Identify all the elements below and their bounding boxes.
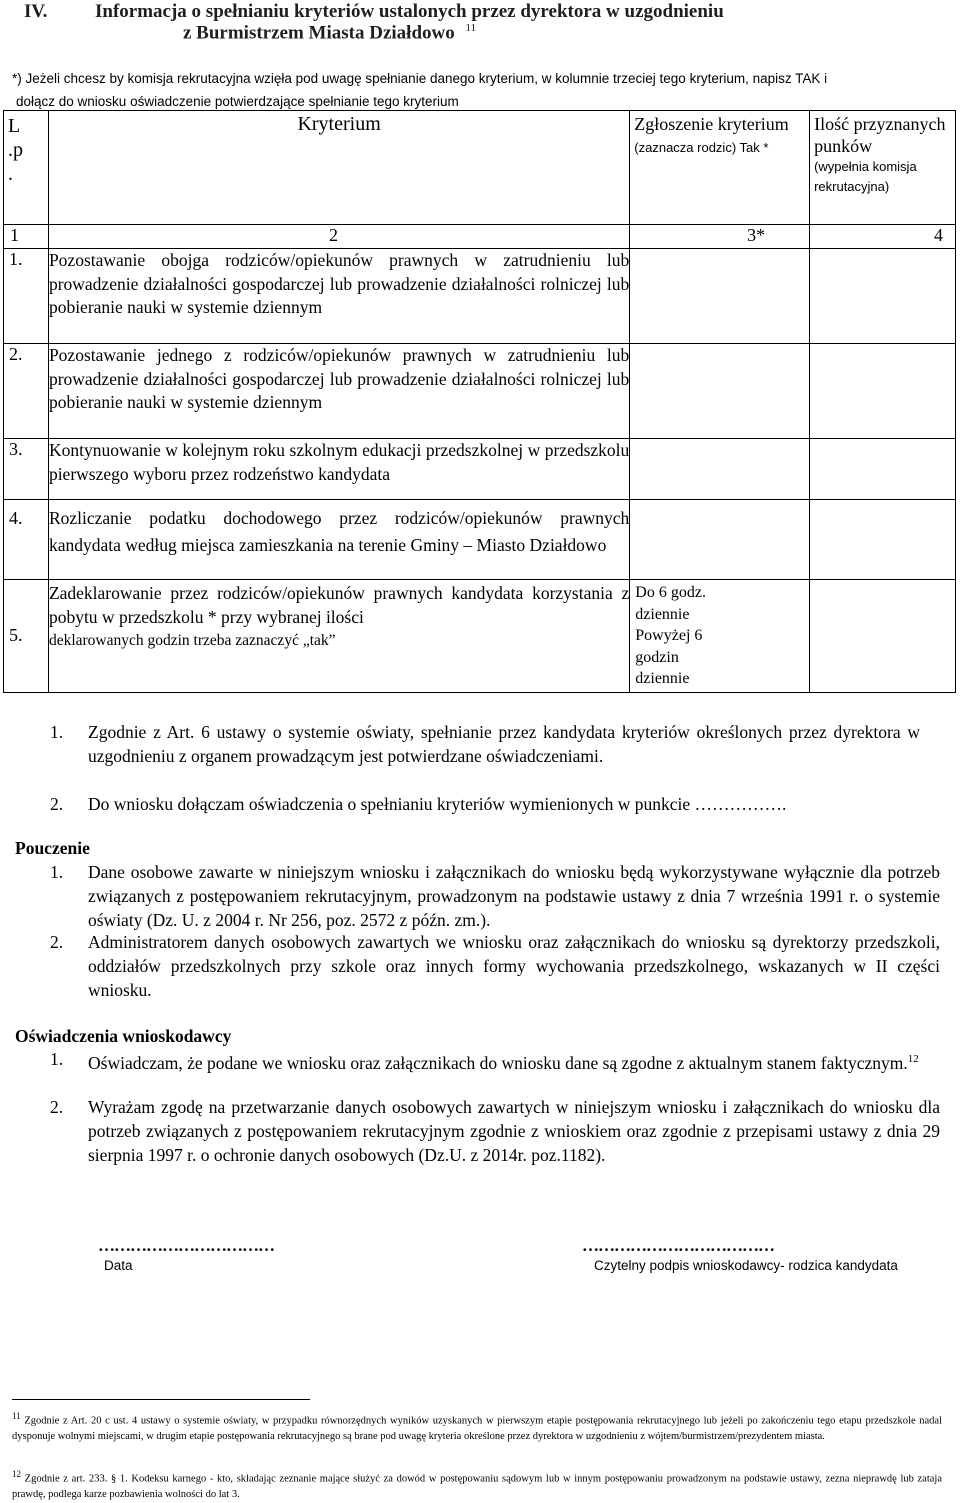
table-row	[4, 500, 956, 580]
footnote-12	[12, 1467, 942, 1503]
table-row	[4, 249, 956, 344]
row-declaration-cell[interactable]	[630, 249, 810, 344]
row-criterion: Kontynuowanie w kolejnym roku szkolnym edukacji przedszkolnej w przedszkolu pierwszego wyboru przez rodzeństwo kandydata	[48, 439, 629, 500]
hours-option-line: dziennie	[635, 605, 690, 623]
col-number-1: 1	[4, 225, 49, 249]
section-title-text: z Burmistrzem Miasta Działdowo	[183, 22, 455, 44]
row-number: 1.	[4, 249, 49, 344]
row-points-cell	[810, 439, 956, 500]
row-criterion: Pozostawanie jednego z rodziców/opiekunów prawnych w zatrudnieniu lub prowadzenie działalności gospodarczej lub prowadzenie działalności rolniczej lub pobieranie nauki w systemie dziennym	[48, 344, 629, 439]
oswiadczenie-text: Wyrażam zgodę na przetwarzanie danych osobowych zawartych w niniejszym wniosku i załącznikach do wniosku dla potrzeb związanych z postępowaniem rekrutacyjnym zgodnie z wnioskiem oraz zgodnie z przepisami ustawy z dnia 29 sierpnia 1997 r. o ochronie danych osobowych (Dz.U. z 2014r. poz.1182).	[88, 1097, 940, 1165]
oswiadczenie-number: 2.	[50, 1097, 64, 1117]
statement-text: Do wniosku dołączam oświadczenia o spełnianiu kryteriów wymienionych w punkcie …………….	[88, 794, 787, 814]
date-line[interactable]: ……………………………	[98, 1236, 274, 1255]
col-number-3: 3*	[630, 225, 810, 249]
footnote-11	[12, 1409, 942, 1445]
row-number: 3.	[4, 439, 49, 500]
header-zgloszenie-small: (zaznacza rodzic) Tak *	[634, 140, 769, 155]
header-ilosc-small: (wypełnia komisja rekrutacyjna)	[814, 159, 917, 194]
section-title-line2	[183, 22, 476, 44]
hours-option-line: Do 6 godz.	[635, 584, 706, 601]
table-header-row	[4, 111, 956, 225]
table-row	[4, 580, 956, 693]
statement-number: 2.	[50, 794, 64, 814]
header-lp-1: L	[8, 115, 21, 137]
oswiadczenia-title: Oświadczenia wnioskodawcy	[15, 1026, 232, 1046]
date-label: Data	[104, 1258, 133, 1273]
pouczenie-number: 1.	[50, 862, 64, 882]
pouczenie-title: Pouczenie	[15, 838, 90, 858]
header-lp-3: .	[8, 163, 13, 185]
row-number: 5.	[4, 580, 49, 693]
footnote-11-text: Zgodnie z Art. 20 c ust. 4 ustawy o systemie oświaty, w przypadku równorzędnych wyników uzyskanych w pierwszym etapie postępowania rekrutacyjnego lub jeżeli po zakończeniu tego etapu przedszkole nadal dysponuje wolnymi miejscami, w drugim etapie postępowania rekrutacyjnego są brane pod uwagę kryteria określone przez dyrektora w uzgodnieniu z wójtem/burmistrzem/prezydentem miasta.	[12, 1415, 942, 1442]
row-declaration-cell[interactable]	[630, 580, 810, 693]
header-ilosc	[810, 111, 956, 225]
footnote-separator	[12, 1399, 310, 1400]
hours-option-line: Powyżej 6	[635, 627, 703, 644]
row-criterion: Pozostawanie obojga rodziców/opiekunów prawnych w zatrudnieniu lub prowadzenie działalności gospodarczej lub prowadzenie działalności rolniczej lub pobieranie nauki w systemie dziennym	[48, 249, 629, 344]
header-ilosc-main: Ilość przyznanych punków	[814, 114, 946, 156]
oswiadczenie-number: 1.	[50, 1049, 64, 1069]
header-lp	[4, 111, 49, 225]
row-number: 2.	[4, 344, 49, 439]
row-points-cell	[810, 344, 956, 439]
column-numbers-row	[4, 225, 956, 249]
footnote-12-text: Zgodnie z art. 233. § 1. Kodeksu karnego - kto, składając zeznanie mające służyć za dowód w postępowaniu sądowym lub w innym postępowaniu prowadzonym na podstawie ustawy, zezna nieprawdę lub zataja prawdę, podlega karze pozbawienia wolności do lat 3.	[12, 1473, 943, 1500]
statement-text: Zgodnie z Art. 6 ustawy o systemie oświaty, spełnianie przez kandydata kryteriów określonych przez dyrektora w uzgodnieniu z organem prowadzącym jest potwierdzane oświadczeniami.	[88, 722, 920, 766]
row-number: 4.	[4, 500, 49, 580]
row-declaration-cell[interactable]	[630, 439, 810, 500]
oswiadczenie-text-body: Oświadczam, że podane we wniosku oraz załącznikach do wniosku dane są zgodne z aktualnym stanem faktycznym.	[88, 1052, 908, 1073]
footnote-12-number: 12	[12, 1469, 21, 1479]
hours-option-line: godzin	[635, 648, 679, 666]
col-number-2: 2	[48, 225, 629, 249]
footnote-ref-12: 12	[907, 1053, 919, 1065]
pouczenie-number: 2.	[50, 932, 64, 952]
header-kryterium: Kryterium	[48, 111, 629, 225]
intro-note-line2: dołącz do wniosku oświadczenie potwierdzające spełnianie tego kryterium	[16, 94, 459, 109]
row-criterion	[48, 580, 629, 693]
header-lp-2: .p	[8, 139, 23, 161]
section-number: IV.	[24, 1, 48, 22]
pouczenie-text: Administratorem danych osobowych zawartych we wniosku oraz załącznikach do wniosku są dyrektorzy przedszkoli, oddziałów przedszkolnych przy szkole oraz innych formy wychowania przedszkolnego, wskazanych w II części wniosku.	[88, 932, 940, 1000]
row-criterion-text-a: Zadeklarowanie przez rodziców/opiekunów prawnych kandydata korzystania z pobytu w przedszkolu * przy wybranej ilości	[48, 583, 630, 627]
row-declaration-cell[interactable]	[630, 500, 810, 580]
table-row	[4, 344, 956, 439]
intro-note-line1: *) Jeżeli chcesz by komisja rekrutacyjna wzięła pod uwagę spełnianie danego kryterium, w kolumnie trzeciej tego kryterium, napisz TAK i	[12, 71, 828, 86]
row-points-cell	[810, 580, 956, 693]
header-zgloszenie	[630, 111, 810, 225]
col-number-4: 4	[810, 225, 956, 249]
hours-option-line: dziennie	[635, 670, 690, 687]
statement-number: 1.	[50, 722, 64, 742]
row-points-cell	[810, 500, 956, 580]
table-row	[4, 439, 956, 500]
row-criterion-text-b: deklarowanych godzin trzeba zaznaczyć „tak”	[48, 632, 336, 649]
footnote-ref-11: 11	[465, 22, 477, 34]
section-title-line1: Informacja o spełnianiu kryteriów ustalonych przez dyrektora w uzgodnieniu	[95, 1, 724, 22]
row-points-cell	[810, 249, 956, 344]
header-zgloszenie-main: Zgłoszenie kryterium	[634, 114, 789, 134]
row-declaration-cell[interactable]	[630, 344, 810, 439]
signature-line[interactable]: ………………………………	[582, 1236, 774, 1255]
footnote-11-number: 11	[12, 1411, 21, 1421]
row-criterion: Rozliczanie podatku dochodowego przez rodziców/opiekunów prawnych kandydata według miejsca zamieszkania na terenie Gminy – Miasto Działdowo	[48, 500, 629, 580]
criteria-table	[3, 110, 956, 693]
signature-label: Czytelny podpis wnioskodawcy- rodzica kandydata	[594, 1258, 898, 1273]
oswiadczenie-text	[88, 1047, 940, 1075]
pouczenie-text: Dane osobowe zawarte w niniejszym wniosku i załącznikach do wniosku będą wykorzystywane wyłącznie dla potrzeb związanych z postępowaniem rekrutacyjnym, prowadzonym na podstawie ustawy z dnia 7 września 1991 r. o systemie oświaty (Dz. U. z 2004 r. Nr 256, poz. 2572 z późn. zm.).	[88, 862, 940, 930]
